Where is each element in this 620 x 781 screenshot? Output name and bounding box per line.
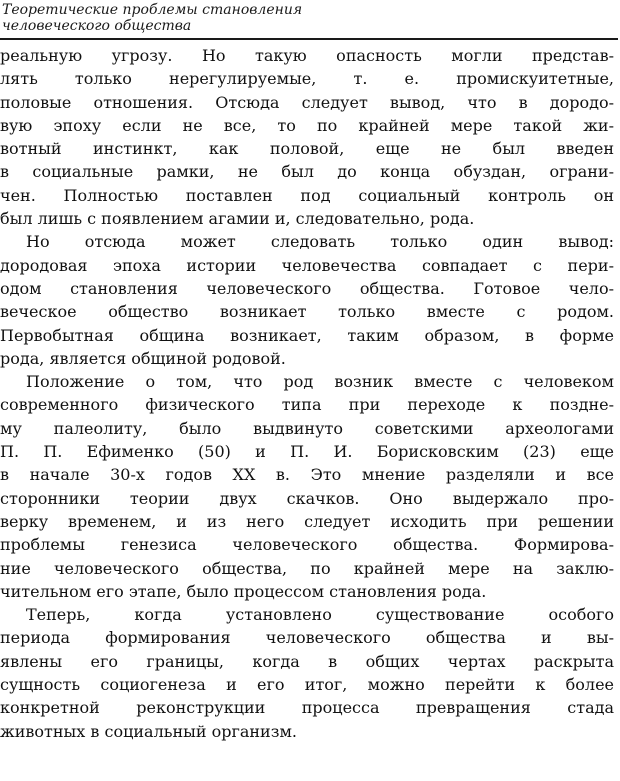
paragraph — [0, 370, 614, 603]
text-line: периода формирования человеческого общества и вы- — [0, 628, 614, 648]
text-line: лять только нерегулируемые, т. е. промискуитетные, — [0, 69, 614, 89]
text-line: чен. Полностью поставлен под социальный контроль он — [0, 185, 614, 205]
text-line: сторонники теории двух скачков. Оно выдержало про- — [0, 488, 614, 508]
text-line: в социальные рамки, не был до конца обуздан, ограни- — [0, 162, 614, 182]
text-line: ние человеческого общества, по крайней мере на заклю- — [0, 558, 614, 578]
text-line: сущность социогенеза и его итог, можно перейти к более — [0, 675, 614, 695]
text-line: животных в социальный организм. — [0, 721, 297, 741]
text-line: Первобытная община возникает, таким образом, в форме — [0, 325, 614, 345]
text-line: дородовая эпоха истории человечества совпадает с пери- — [0, 255, 614, 275]
text-line: современного физического типа при переходе к поздне- — [0, 395, 614, 415]
text-line: вотный инстинкт, как половой, еще не был введен — [0, 139, 614, 159]
text-line: Но отсюда может следовать только один вывод: — [26, 232, 614, 252]
body-text — [0, 44, 614, 743]
text-line: был лишь с появлением агамии и, следовательно, рода. — [0, 209, 475, 229]
running-head-line: Теоретические проблемы становления — [2, 2, 303, 18]
header-rule — [0, 38, 618, 40]
running-head-line: человеческого общества — [2, 18, 192, 34]
text-line: проблемы генезиса человеческого общества. Формирова- — [0, 535, 614, 555]
text-line: вую эпоху если не все, то по крайней мере такой жи- — [0, 115, 614, 135]
running-head — [2, 2, 302, 34]
text-line: в начале 30-х годов XX в. Это мнение разделяли и все — [0, 465, 614, 485]
paragraph — [0, 603, 614, 743]
text-line: конкретной реконструкции процесса превращения стада — [0, 698, 614, 718]
text-line: му палеолиту, было выдвинуто советскими археологами — [0, 418, 614, 438]
text-line: половые отношения. Отсюда следует вывод, что в дородо- — [0, 92, 614, 112]
paragraph — [0, 230, 614, 370]
paragraph — [0, 44, 614, 230]
text-line: реальную угрозу. Но такую опасность могли представ- — [0, 46, 614, 65]
text-line: П. П. Ефименко (50) и П. И. Борисковским (23) еще — [0, 442, 614, 462]
text-line: веческое общество возникает только вместе с родом. — [0, 302, 614, 322]
text-line: явлены его границы, когда в общих чертах раскрыта — [0, 651, 614, 671]
text-line: Положение о том, что род возник вместе с человеком — [26, 372, 614, 392]
text-line: верку временем, и из него следует исходить при решении — [0, 511, 614, 531]
text-line: чительном его этапе, было процессом становления рода. — [0, 581, 487, 601]
text-line: одом становления человеческого общества. Готовое чело- — [0, 278, 614, 298]
text-line: рода, является общиной родовой. — [0, 348, 286, 368]
text-line: Теперь, когда установлено существование особого — [26, 605, 614, 625]
